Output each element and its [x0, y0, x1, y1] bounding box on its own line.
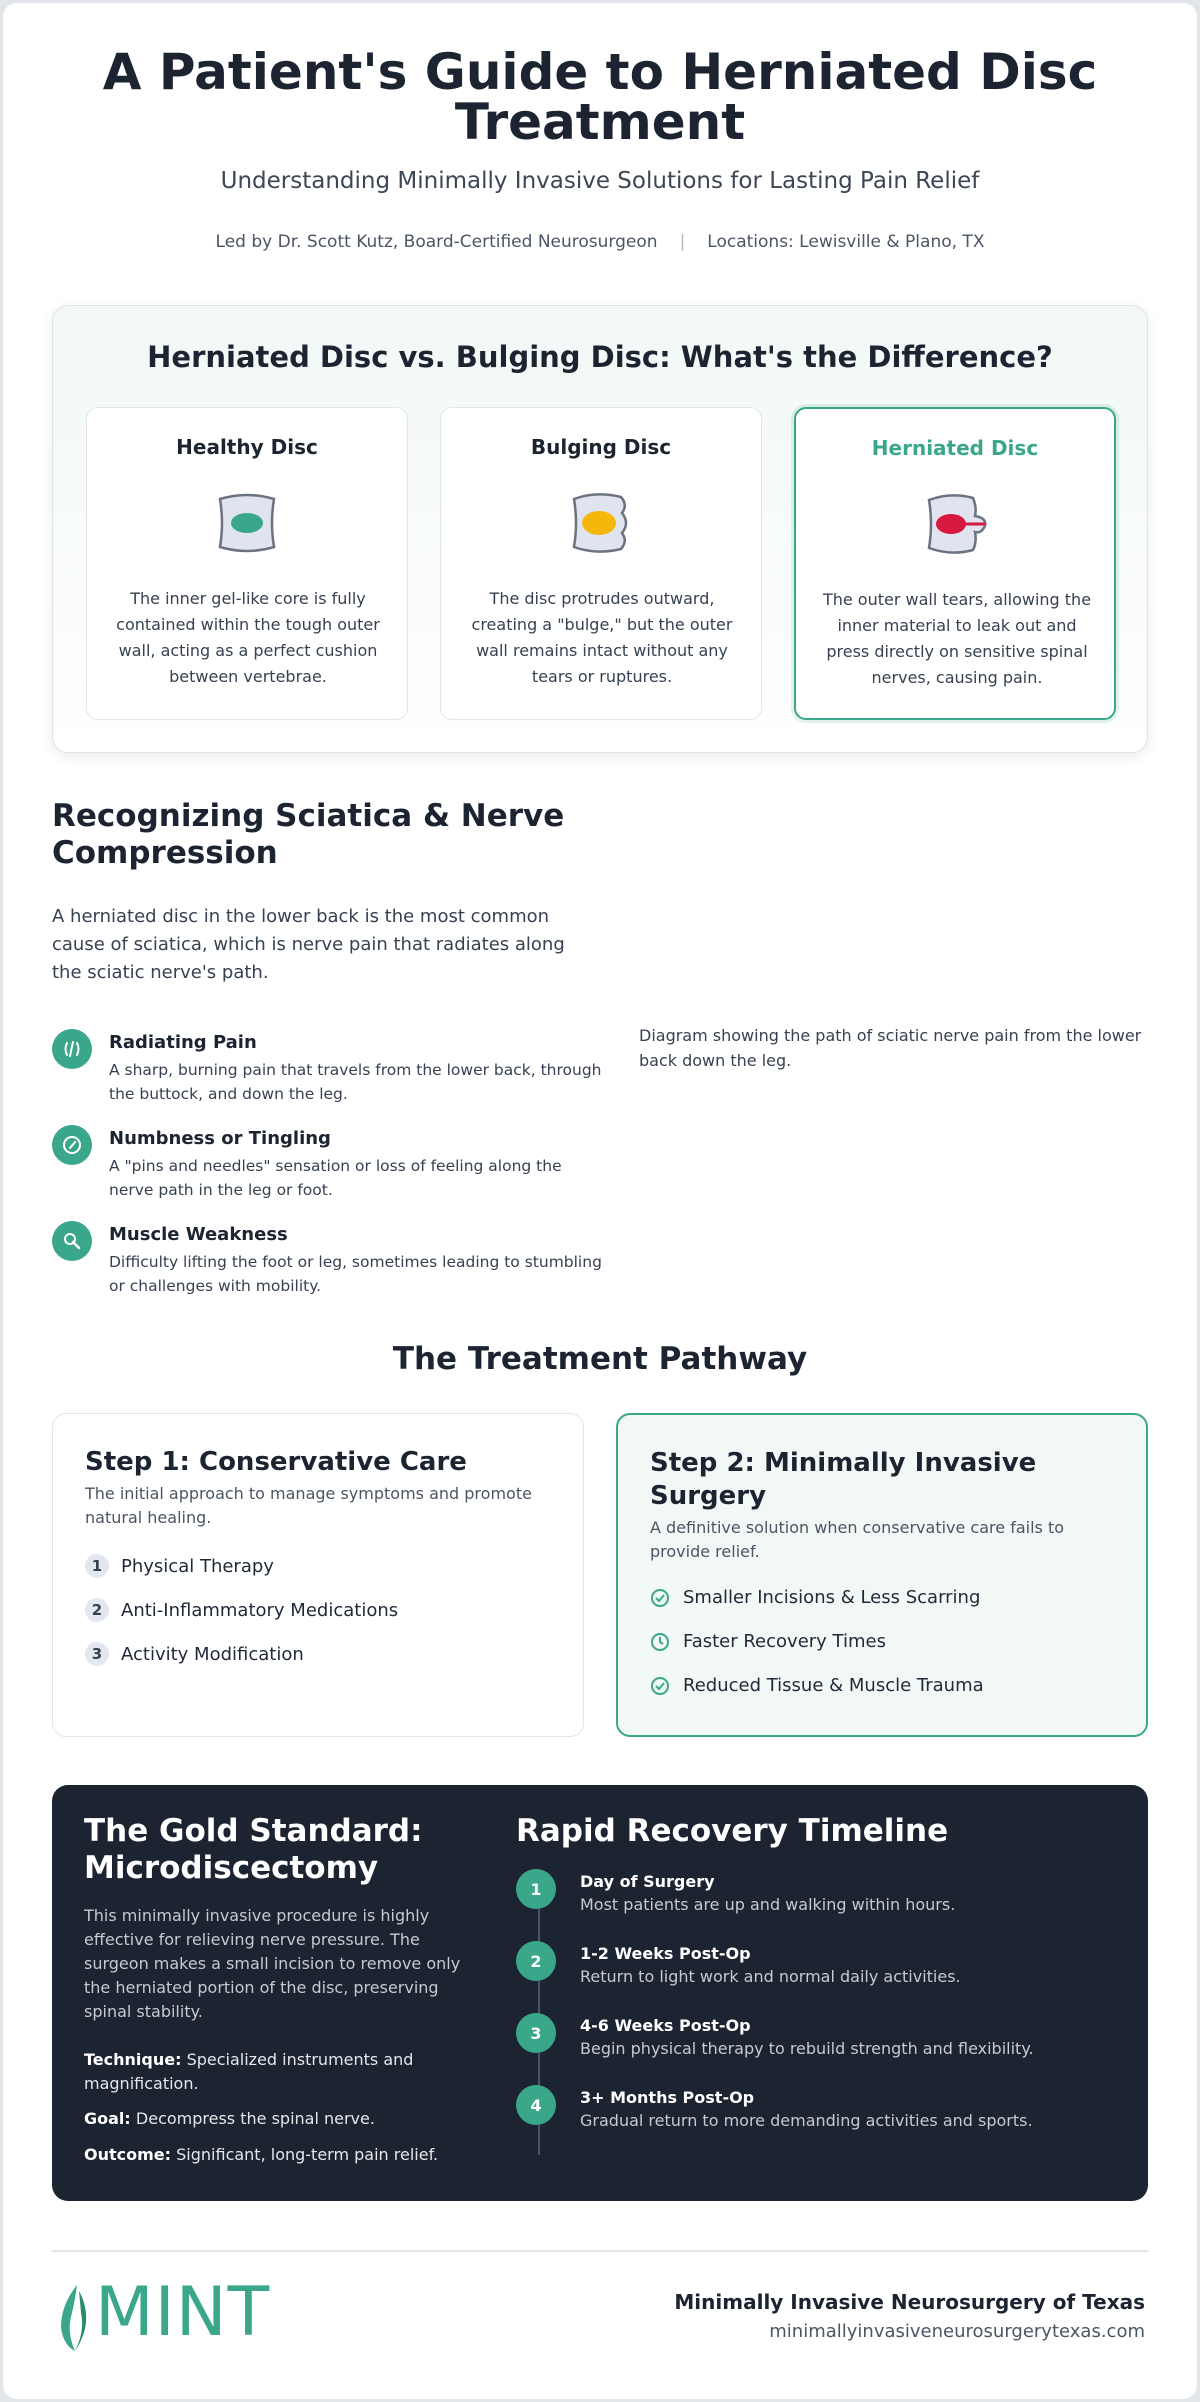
- timeline-item-text: Gradual return to more demanding activities and sports.: [580, 2111, 1033, 2130]
- sciatic-nerve-diagram-image: Diagram showing the path of sciatic nerve pain from the lower back down the leg.: [639, 1026, 1142, 1070]
- timeline-item-title: 4-6 Weeks Post-Op: [580, 2016, 751, 2035]
- outcome-label: Outcome:: [84, 2145, 172, 2164]
- clock-icon: [650, 1632, 670, 1652]
- step-item-label: Anti-Inflammatory Medications: [121, 1599, 399, 1621]
- organization-name: Minimally Invasive Neurosurgery of Texas: [674, 2290, 1145, 2314]
- outcome-value: Significant, long-term pain relief.: [176, 2145, 439, 2164]
- healthy-disc-icon: [212, 491, 282, 555]
- timeline-item-text: Most patients are up and walking within hours.: [580, 1895, 956, 1914]
- website-url[interactable]: minimallyinvasiveneurosurgerytexas.com: [769, 2321, 1145, 2342]
- disc-card-bulging: [440, 407, 762, 720]
- disc-card-title: Healthy Disc: [176, 435, 318, 459]
- symptom-text: A "pins and needles" sensation or loss of feeling along the nerve path in the leg or foot.: [109, 1157, 562, 1199]
- step-list-item: [85, 1642, 304, 1666]
- bulging-disc-icon: [566, 491, 636, 555]
- step-number: 3: [85, 1642, 109, 1666]
- step-title: Step 2: Minimally Invasive Surgery: [650, 1448, 1037, 1511]
- sciatica-intro: A herniated disc in the lower back is the most common cause of sciatica, which is nerve pain that radiates along the sciatic nerve's path.: [52, 906, 565, 983]
- logo-wordmark: MINT: [95, 2273, 271, 2352]
- goal-row: [84, 2107, 484, 2131]
- benefit-label: Faster Recovery Times: [683, 1631, 886, 1652]
- benefit-item: [650, 1631, 886, 1652]
- herniated-disc-icon: [921, 492, 991, 556]
- disc-card-healthy: [86, 407, 408, 720]
- goal-label: Goal:: [84, 2109, 131, 2128]
- timeline-item-text: Return to light work and normal daily activities.: [580, 1967, 961, 1986]
- page: [3, 3, 1197, 2399]
- radiating-pain-icon: [52, 1029, 92, 1069]
- disc-card-herniated: [794, 407, 1116, 720]
- benefit-item: [650, 1587, 980, 1608]
- step-item-label: Physical Therapy: [121, 1555, 274, 1577]
- disc-card-title: Bulging Disc: [530, 435, 672, 459]
- timeline-dot: 2: [516, 1941, 556, 1981]
- step-number: 1: [85, 1554, 109, 1578]
- weakness-icon: [52, 1221, 92, 1261]
- check-circle-icon: [650, 1588, 670, 1608]
- disc-card-text: The disc protrudes outward, creating a "bulge," but the outer wall remains intact without any tears or ruptures.: [471, 589, 733, 686]
- step-desc: The initial approach to manage symptoms and promote natural healing.: [85, 1484, 532, 1527]
- timeline-title: Rapid Recovery Timeline: [516, 1813, 949, 1849]
- step-desc: A definitive solution when conservative care fails to provide relief.: [650, 1518, 1064, 1561]
- microdiscectomy-panel: [52, 1785, 1148, 2201]
- benefit-item: [650, 1675, 984, 1696]
- step-conservative-care-card: [52, 1413, 584, 1737]
- technique-row: [84, 2048, 484, 2096]
- technique-value: Specialized instruments and magnification.: [84, 2050, 414, 2093]
- disc-card-title: Herniated Disc: [871, 436, 1039, 460]
- outcome-row: [84, 2143, 484, 2167]
- symptom-title: Radiating Pain: [109, 1032, 257, 1053]
- leaf-logo-icon: [55, 2283, 95, 2353]
- symptom-text: Difficulty lifting the foot or leg, sometimes leading to stumbling or challenges with mobility.: [109, 1253, 602, 1295]
- meta-separator: |: [679, 232, 686, 252]
- timeline-item-title: 3+ Months Post-Op: [580, 2088, 755, 2107]
- benefit-label: Reduced Tissue & Muscle Trauma: [683, 1675, 984, 1696]
- step-item-label: Activity Modification: [121, 1643, 304, 1665]
- symptom-item: [52, 1029, 612, 1109]
- sciatica-title: Recognizing Sciatica & Nerve Compression: [52, 798, 565, 871]
- led-by-text: Led by Dr. Scott Kutz, Board-Certified Neurosurgeon: [215, 232, 658, 252]
- benefit-label: Smaller Incisions & Less Scarring: [683, 1587, 981, 1608]
- step-list-item: [85, 1554, 274, 1578]
- compass-icon: [52, 1125, 92, 1165]
- step-list-item: [85, 1598, 398, 1622]
- header-meta: [52, 232, 1148, 252]
- step-title: Step 1: Conservative Care: [85, 1447, 467, 1477]
- disc-card-text: The inner gel-like core is fully contained within the tough outer wall, acting as a perfect cushion between vertebrae.: [116, 589, 380, 686]
- gold-standard-text: This minimally invasive procedure is highly effective for relieving nerve pressure. The surgeon makes a small incision to remove only the herniated portion of the disc, preserving spinal stability.: [84, 1906, 461, 2021]
- timeline-dot: 4: [516, 2085, 556, 2125]
- page-subtitle: Understanding Minimally Invasive Solutions for Lasting Pain Relief: [220, 168, 980, 194]
- timeline-item-text: Begin physical therapy to rebuild strength and flexibility.: [580, 2039, 1034, 2058]
- page-title: A Patient's Guide to Herniated Disc Treatment: [102, 43, 1098, 151]
- step-minimally-invasive-surgery-card: [616, 1413, 1148, 1737]
- symptom-title: Numbness or Tingling: [109, 1128, 331, 1149]
- footer-divider: [52, 2250, 1148, 2252]
- symptom-item: [52, 1221, 612, 1301]
- timeline-item-title: Day of Surgery: [580, 1872, 715, 1891]
- timeline-item-title: 1-2 Weeks Post-Op: [580, 1944, 751, 1963]
- gold-standard-title: The Gold Standard: Microdiscectomy: [84, 1813, 423, 1886]
- comparison-title: Herniated Disc vs. Bulging Disc: What's the Difference?: [147, 340, 1053, 374]
- check-circle-icon: [650, 1676, 670, 1696]
- technique-label: Technique:: [84, 2050, 182, 2069]
- symptom-item: [52, 1125, 612, 1205]
- disc-comparison-section: [52, 305, 1148, 753]
- step-number: 2: [85, 1598, 109, 1622]
- symptom-title: Muscle Weakness: [109, 1224, 288, 1245]
- timeline-dot: 3: [516, 2013, 556, 2053]
- locations-text: Locations: Lewisville & Plano, TX: [707, 232, 985, 252]
- timeline-dot: 1: [516, 1869, 556, 1909]
- disc-card-text: The outer wall tears, allowing the inner material to leak out and press directly on sensitive spinal nerves, causing pain.: [822, 590, 1092, 687]
- goal-value: Decompress the spinal nerve.: [135, 2109, 375, 2128]
- pathway-title: The Treatment Pathway: [392, 1341, 808, 1377]
- symptom-text: A sharp, burning pain that travels from the lower back, through the buttock, and down the leg.: [109, 1061, 602, 1103]
